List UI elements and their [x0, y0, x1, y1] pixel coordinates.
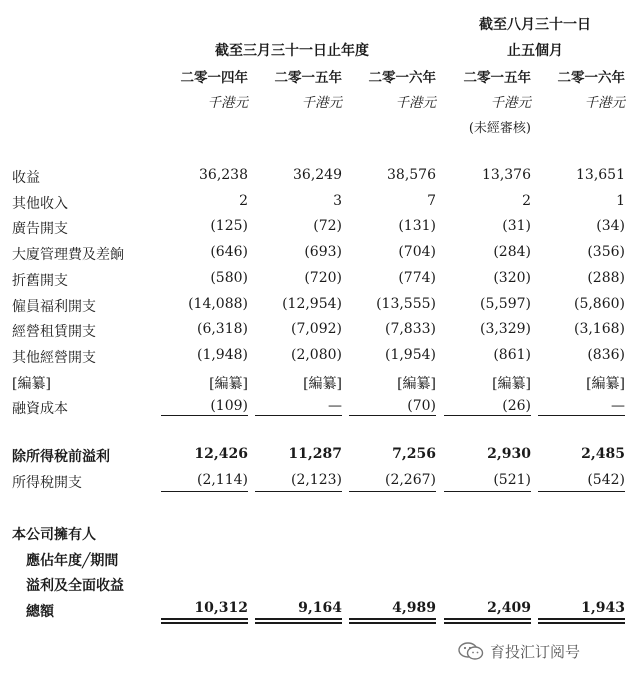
- cell-value: (836): [587, 347, 625, 363]
- cell-value: (125): [210, 218, 248, 234]
- cell-value: (3,329): [479, 321, 531, 337]
- watermark-text: 育投汇订阅号: [490, 643, 581, 661]
- column-unit: 千港元: [395, 95, 436, 111]
- cell-value: (704): [398, 244, 436, 260]
- tax-rule: [161, 491, 248, 492]
- row-label: 折舊開支: [12, 273, 68, 289]
- cell-value: 13,651: [576, 167, 625, 183]
- column-year: 二零一六年: [368, 70, 436, 86]
- cell-value: 1: [616, 193, 625, 209]
- cell-value: [編纂]: [209, 376, 248, 392]
- cell-value: (288): [587, 270, 625, 286]
- subtotal-rule: [349, 415, 436, 416]
- total-double-rule: [538, 618, 625, 624]
- row-label: 僱員福利開支: [12, 299, 96, 315]
- cell-value: (5,597): [479, 296, 531, 312]
- wechat-icon: [458, 641, 484, 661]
- total-value: 10,312: [194, 600, 248, 616]
- cell-value: —: [328, 398, 342, 414]
- tax-rule: [538, 491, 625, 492]
- column-note: (未經審核): [468, 121, 531, 136]
- cell-value: (2,080): [290, 347, 342, 363]
- total-value: 2,409: [487, 600, 531, 616]
- profit-before-tax-label: 除所得稅前溢利: [12, 449, 110, 465]
- income-tax-value: (542): [587, 472, 625, 488]
- cell-value: (320): [493, 270, 531, 286]
- row-label: 其他經營開支: [12, 350, 96, 366]
- cell-value: 7: [427, 193, 436, 209]
- income-tax-value: (2,267): [384, 472, 436, 488]
- cell-value: (861): [493, 347, 531, 363]
- cell-value: —: [611, 398, 625, 414]
- profit-before-tax-value: 12,426: [194, 446, 248, 462]
- income-tax-value: (2,114): [196, 472, 248, 488]
- income-tax-value: (2,123): [290, 472, 342, 488]
- cell-value: (5,860): [573, 296, 625, 312]
- row-label: 融資成本: [12, 401, 68, 417]
- row-label: 其他收入: [12, 196, 68, 212]
- tax-rule: [444, 491, 531, 492]
- total-double-rule: [255, 618, 342, 624]
- cell-value: (774): [398, 270, 436, 286]
- column-year: 二零一五年: [274, 70, 342, 86]
- total-value: 1,943: [581, 600, 625, 616]
- cell-value: (3,168): [573, 321, 625, 337]
- profit-before-tax-value: 2,930: [487, 446, 531, 462]
- cell-value: [編纂]: [397, 376, 436, 392]
- income-tax-value: (521): [493, 472, 531, 488]
- column-unit: 千港元: [301, 95, 342, 111]
- total-label-line: 總額: [26, 603, 54, 620]
- cell-value: (70): [407, 398, 436, 414]
- total-double-rule: [349, 618, 436, 624]
- total-value: 4,989: [392, 600, 436, 616]
- cell-value: [編纂]: [303, 376, 342, 392]
- total-double-rule: [161, 618, 248, 624]
- cell-value: (14,088): [188, 296, 248, 312]
- cell-value: (284): [493, 244, 531, 260]
- cell-value: (31): [502, 218, 531, 234]
- row-label: 經營租賃開支: [12, 324, 96, 340]
- cell-value: 38,576: [387, 167, 436, 183]
- cell-value: (72): [313, 218, 342, 234]
- column-unit: 千港元: [490, 95, 531, 111]
- total-label-line: 本公司擁有人: [12, 527, 96, 543]
- cell-value: (6,318): [196, 321, 248, 337]
- cell-value: 3: [333, 193, 342, 209]
- column-unit: 千港元: [207, 95, 248, 111]
- cell-value: (7,833): [384, 321, 436, 337]
- subtotal-rule: [538, 415, 625, 416]
- tax-rule: [349, 491, 436, 492]
- profit-before-tax-value: 11,287: [288, 446, 342, 462]
- row-label: 收益: [12, 170, 40, 186]
- group-header-aug-line2: 止五個月: [507, 43, 563, 59]
- cell-value: (1,948): [196, 347, 248, 363]
- cell-value: (131): [398, 218, 436, 234]
- cell-value: (1,954): [384, 347, 436, 363]
- cell-value: 2: [522, 193, 531, 209]
- cell-value: 36,238: [199, 167, 248, 183]
- cell-value: 13,376: [482, 167, 531, 183]
- profit-before-tax-value: 7,256: [392, 446, 436, 462]
- cell-value: (693): [304, 244, 342, 260]
- cell-value: (646): [210, 244, 248, 260]
- row-label: 廣告開支: [12, 221, 68, 237]
- tax-rule: [255, 491, 342, 492]
- cell-value: (356): [587, 244, 625, 260]
- cell-value: (580): [210, 270, 248, 286]
- row-label: [編纂]: [12, 376, 51, 392]
- total-label-line: 應佔年度╱期間: [26, 552, 119, 569]
- column-year: 二零一四年: [180, 70, 248, 86]
- cell-value: [編纂]: [492, 376, 531, 392]
- column-unit: 千港元: [584, 95, 625, 111]
- cell-value: 36,249: [293, 167, 342, 183]
- cell-value: (34): [596, 218, 625, 234]
- profit-before-tax-value: 2,485: [581, 446, 625, 462]
- cell-value: (109): [210, 398, 248, 414]
- cell-value: (720): [304, 270, 342, 286]
- total-value: 9,164: [298, 600, 342, 616]
- total-label-line: 溢利及全面收益: [26, 578, 124, 594]
- group-header-aug-line1: 截至八月三十一日: [479, 17, 591, 33]
- cell-value: (12,954): [282, 296, 342, 312]
- subtotal-rule: [161, 415, 248, 416]
- total-double-rule: [444, 618, 531, 624]
- subtotal-rule: [255, 415, 342, 416]
- cell-value: (7,092): [290, 321, 342, 337]
- cell-value: (26): [502, 398, 531, 414]
- column-year: 二零一六年: [557, 70, 625, 86]
- income-tax-label: 所得稅開支: [12, 475, 82, 491]
- column-year: 二零一五年: [463, 70, 531, 86]
- cell-value: 2: [239, 193, 248, 209]
- group-header-march: 截至三月三十一日止年度: [215, 43, 369, 59]
- cell-value: [編纂]: [586, 376, 625, 392]
- cell-value: (13,555): [376, 296, 436, 312]
- subtotal-rule: [444, 415, 531, 416]
- row-label: 大廈管理費及差餉: [12, 247, 124, 263]
